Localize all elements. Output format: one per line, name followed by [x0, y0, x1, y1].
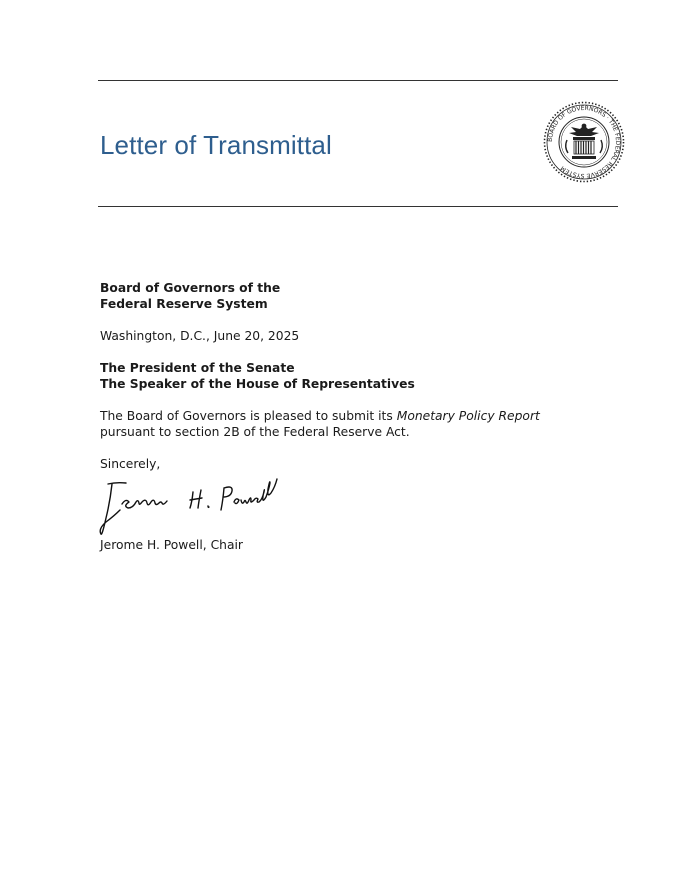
letter-body [100, 408, 540, 440]
federal-reserve-seal-icon [543, 101, 625, 183]
closing: Sincerely, [100, 457, 161, 471]
recipient-line-1: The President of the Senate [100, 361, 295, 375]
recipient-block [100, 360, 415, 392]
bottom-divider [98, 206, 618, 207]
recipient-line-2: The Speaker of the House of Representatives [100, 377, 415, 391]
date-line: Washington, D.C., June 20, 2025 [100, 329, 300, 343]
sender-line-1: Board of Governors of the [100, 281, 281, 295]
body-line-2: pursuant to section 2B of the Federal Reserve Act. [100, 425, 410, 439]
signer-name: Jerome H. Powell, Chair [100, 538, 243, 552]
report-title: Monetary Policy Report [396, 409, 540, 423]
seal-ring-text: BOARD OF GOVERNORS · THE FEDERAL RESERVE SYSTEM [546, 104, 622, 180]
page-title: Letter of Transmittal [100, 130, 332, 160]
body-text-start: The Board of Governors is pleased to submit its [100, 409, 397, 423]
sender-line-2: Federal Reserve System [100, 297, 268, 311]
sender-block [100, 280, 280, 312]
signature-image [98, 476, 308, 538]
body-line-1 [100, 408, 540, 424]
top-divider [98, 80, 618, 81]
